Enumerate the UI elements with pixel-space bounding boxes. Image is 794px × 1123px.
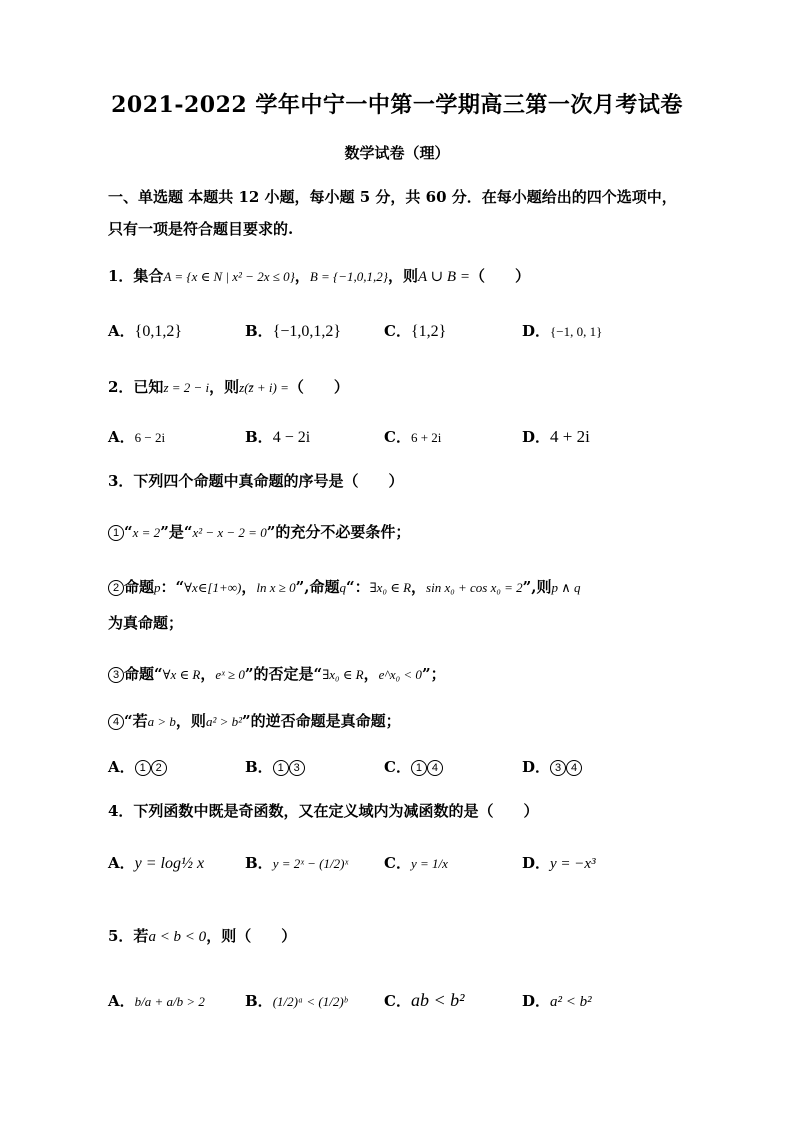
option-text: 6 − 2i: [134, 430, 166, 445]
math: e^x₀ < 0: [378, 667, 422, 682]
q5-condition: a < b < 0: [148, 929, 207, 945]
circled-number: 4: [566, 760, 582, 776]
circled-number-2: 2: [108, 580, 124, 596]
q2-expr: z(z̄ + i) =: [239, 380, 289, 395]
option-label: A．: [108, 322, 135, 340]
text: ”是“: [160, 523, 193, 541]
q4-option-b[interactable]: [245, 852, 348, 873]
circled-number-1: 1: [108, 525, 124, 541]
q2-blank: （ ）: [288, 378, 349, 396]
question-1: [108, 265, 530, 286]
q1-option-c[interactable]: [384, 320, 446, 341]
question-5: [108, 925, 296, 946]
option-text: y = −x³: [550, 856, 596, 872]
section-header-line2: 只有一项是符合题目要求的.: [108, 220, 294, 238]
math: q: [339, 580, 346, 595]
exam-title: 2021-2022 学年中宁一中第一学期高三第一次月考试卷: [111, 92, 683, 118]
text: 命题“: [124, 665, 163, 683]
q2-ask: ，则: [209, 378, 240, 396]
math: x² − x − 2 = 0: [192, 525, 267, 540]
option-label: D．: [522, 758, 551, 776]
text: ，: [241, 578, 257, 596]
text: ”的充分不必要条件；: [266, 523, 411, 541]
q2-option-c[interactable]: [384, 426, 441, 447]
option-text: b/a + a/b > 2: [134, 994, 205, 1009]
q1-set-b: B = {−1,0,1,2}: [309, 269, 388, 284]
q4-option-d[interactable]: [522, 852, 596, 873]
option-label: B．: [245, 758, 273, 776]
option-text: {1,2}: [410, 323, 447, 340]
text: ，则: [175, 712, 206, 730]
text: ”的否定是“: [244, 665, 323, 683]
section-header-line1: 一、单选题 本题共 12 小题，每小题 5 分，共 60 分．在每小题给出的四个选项中，: [108, 188, 677, 206]
q2-option-a[interactable]: [108, 426, 165, 447]
circled-number: 4: [427, 760, 443, 776]
text: ”的逆否命题是真命题；: [242, 712, 401, 730]
q4-option-a[interactable]: [108, 852, 204, 873]
question-4-stem: 4．下列函数中既是奇函数，又在定义域内为减函数的是（ ）: [108, 802, 539, 820]
option-text: {−1,0,1,2}: [272, 323, 342, 340]
q3-statement-1: [108, 521, 410, 542]
circled-number: 1: [273, 760, 289, 776]
math: ∃x₀ ∈ R: [369, 580, 412, 595]
q4-option-c[interactable]: [384, 852, 448, 873]
q3-option-b[interactable]: [245, 756, 305, 777]
q1-option-b[interactable]: [245, 320, 341, 341]
q3-statement-2: [108, 576, 581, 597]
exam-subtitle: 数学试卷（理）: [344, 144, 450, 162]
q3-statement-2-cont: 为真命题；: [108, 614, 184, 632]
option-label: C．: [384, 854, 411, 872]
q1-ask: ，则: [387, 267, 418, 285]
text: ”；: [421, 665, 446, 683]
math: a² > b²: [205, 714, 243, 729]
option-text: y = 2ˣ − (1/2)ˣ: [272, 856, 349, 871]
option-text: {−1, 0, 1}: [550, 324, 603, 339]
option-label: D．: [522, 428, 551, 446]
text: “: [124, 523, 133, 541]
circled-number: 1: [135, 760, 151, 776]
q5-option-b[interactable]: [245, 990, 347, 1011]
q3-option-c[interactable]: [384, 756, 443, 777]
option-label: A．: [108, 992, 135, 1010]
q1-comma: ，: [294, 267, 310, 285]
option-text: a² < b²: [550, 994, 592, 1010]
question-2: [108, 376, 349, 397]
option-text: {0,1,2}: [134, 323, 182, 340]
q3-option-a[interactable]: [108, 756, 167, 777]
q5-ask: ，则（ ）: [206, 927, 297, 945]
math: ∀x∈[1+∞): [184, 580, 242, 595]
q1-set-a: A = {x ∈ N | x² − 2x ≤ 0}: [163, 269, 295, 284]
option-label: B．: [245, 992, 273, 1010]
math: x = 2: [132, 525, 161, 540]
option-label: B．: [245, 322, 273, 340]
option-text: 4 + 2i: [550, 427, 590, 446]
option-text: y = log½ x: [134, 855, 205, 872]
q2-option-b[interactable]: [245, 426, 310, 447]
math: ln x ≥ 0: [256, 580, 296, 595]
q1-expr: A ∪ B =: [417, 269, 470, 285]
option-text: 6 + 2i: [410, 430, 442, 445]
text: 命题: [124, 578, 155, 596]
math: sin x₀ + cos x₀ = 2: [426, 580, 523, 595]
option-label: A．: [108, 758, 135, 776]
text: ，: [363, 665, 379, 683]
q1-blank: （ ）: [469, 267, 530, 285]
option-label: C．: [384, 322, 411, 340]
circled-number: 1: [411, 760, 427, 776]
text: ：“: [160, 578, 185, 596]
option-label: C．: [384, 428, 411, 446]
option-label: B．: [245, 854, 273, 872]
option-text: (1/2)ᵃ < (1/2)ᵇ: [272, 994, 348, 1009]
q1-number: 1．集合: [108, 267, 164, 285]
q3-option-d[interactable]: [522, 756, 582, 777]
circled-number-4: 4: [108, 714, 124, 730]
math: ∀x ∈ R: [162, 667, 201, 682]
circled-number-3: 3: [108, 667, 124, 683]
text: “：: [345, 578, 370, 596]
circled-number: 3: [550, 760, 566, 776]
q1-option-d[interactable]: [522, 320, 602, 341]
math: ∃x₀ ∈ R: [322, 667, 364, 682]
option-text: ab < b²: [410, 990, 465, 1010]
q5-option-c[interactable]: [384, 990, 465, 1011]
q2-number: 2．已知: [108, 378, 164, 396]
q2-option-d[interactable]: [522, 426, 590, 447]
option-label: C．: [384, 758, 411, 776]
circled-number: 3: [289, 760, 305, 776]
q5-option-a[interactable]: [108, 990, 205, 1011]
q5-number: 5．若: [108, 927, 149, 945]
math: eˣ ≥ 0: [215, 667, 245, 682]
math: p ∧ q: [551, 580, 581, 595]
text: ”,命题: [295, 578, 340, 596]
text: ，: [411, 578, 427, 596]
q3-statement-3: [108, 663, 446, 684]
q1-option-a[interactable]: [108, 320, 182, 341]
option-label: D．: [522, 854, 551, 872]
option-label: B．: [245, 428, 273, 446]
option-label: A．: [108, 428, 135, 446]
math: p: [154, 580, 161, 595]
circled-number: 2: [151, 760, 167, 776]
option-label: D．: [522, 992, 551, 1010]
question-3-stem: 3．下列四个命题中真命题的序号是（ ）: [108, 472, 404, 490]
text: ”,则: [522, 578, 552, 596]
option-label: C．: [384, 992, 411, 1010]
text: ，: [200, 665, 216, 683]
option-text: 4 − 2i: [272, 429, 311, 446]
text: “若: [124, 712, 148, 730]
q3-statement-4: [108, 710, 401, 731]
option-text: y = 1/x: [410, 856, 448, 871]
option-label: D．: [522, 322, 551, 340]
q5-option-d[interactable]: [522, 990, 592, 1011]
q2-given: z = 2 − i: [163, 380, 210, 395]
option-label: A．: [108, 854, 135, 872]
math: a > b: [147, 714, 176, 729]
